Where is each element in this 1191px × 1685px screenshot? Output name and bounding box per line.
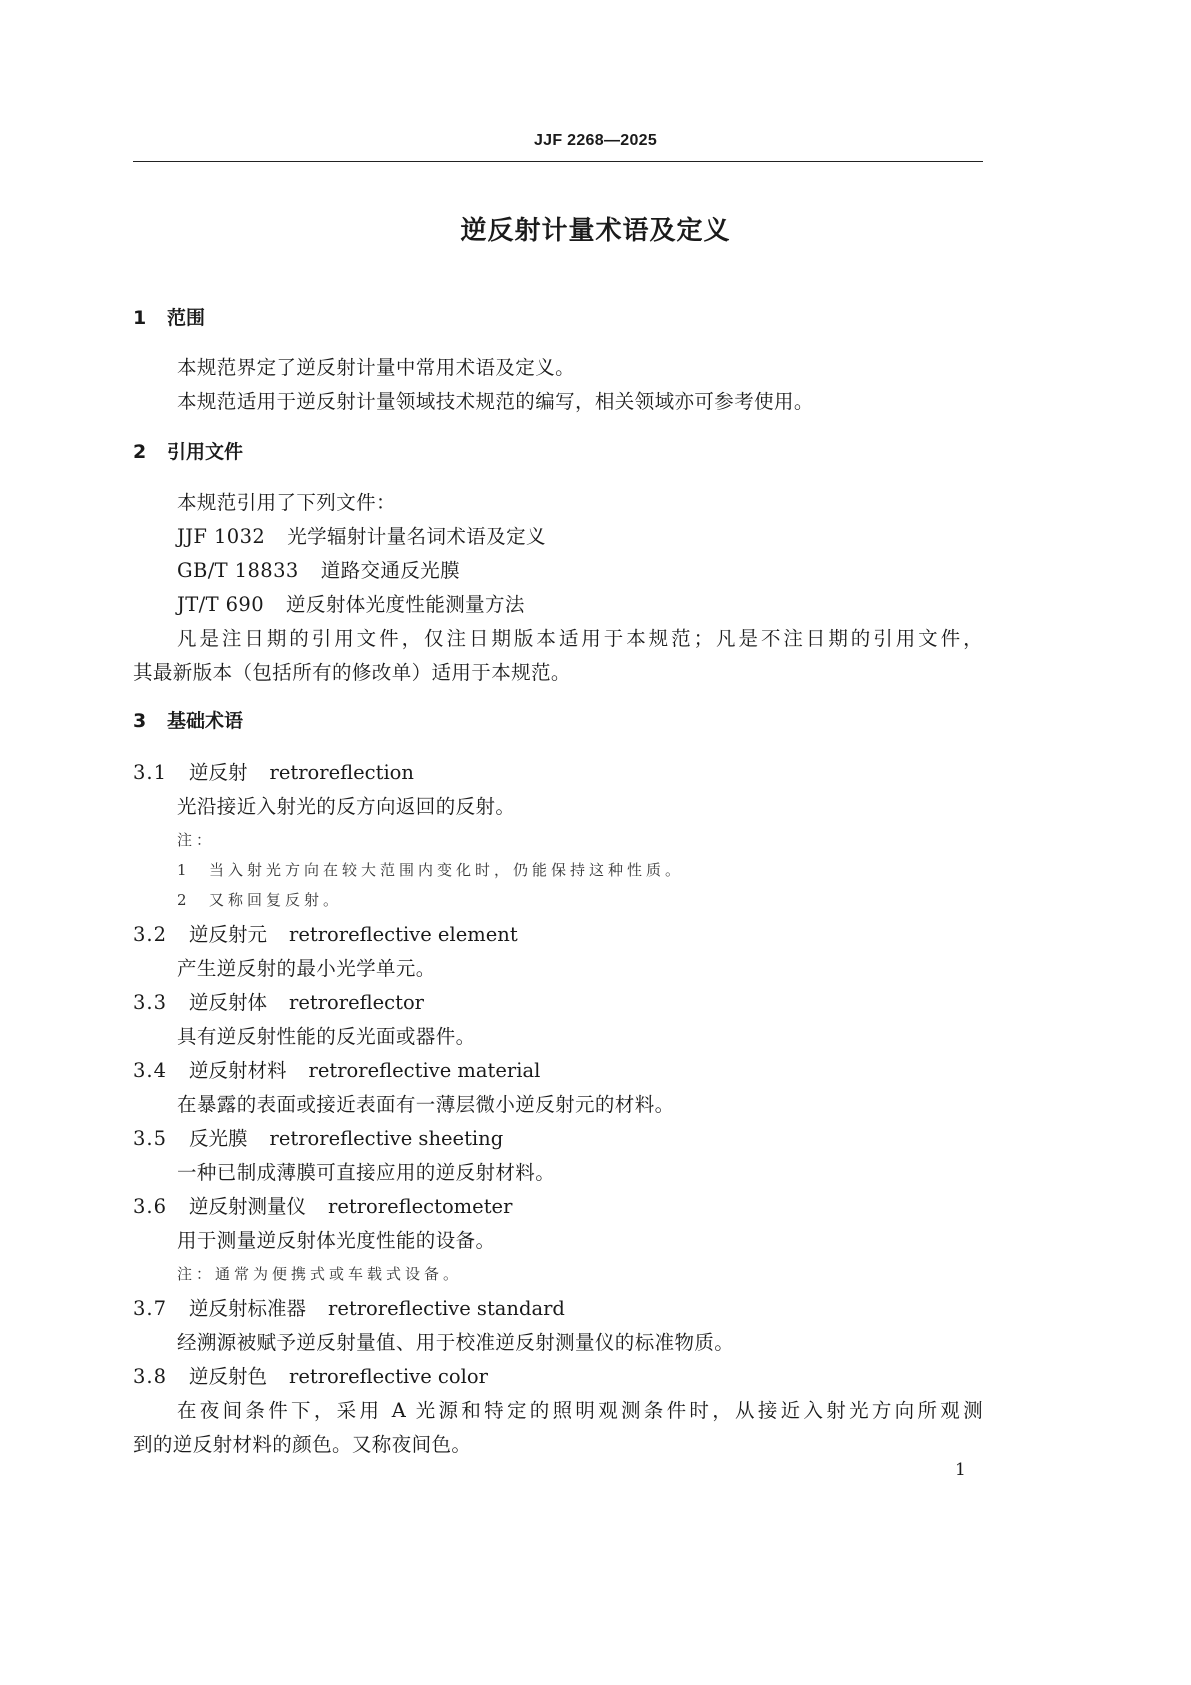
- term-english: retroreflection: [269, 761, 414, 784]
- page-number: 1: [955, 1460, 966, 1480]
- term-number: 3.2: [133, 923, 168, 946]
- term-chinese: 逆反射测量仪: [189, 1195, 307, 1218]
- term-entry-3-6: [133, 1191, 512, 1219]
- term-chinese: 逆反射体: [189, 991, 268, 1014]
- note-item: [177, 889, 342, 910]
- reference-item: [177, 521, 546, 549]
- running-header: JJF 2268—2025: [533, 132, 658, 149]
- term-number: 3.4: [133, 1059, 168, 1082]
- note-item: [177, 859, 684, 880]
- term-definition: 在夜间条件下，采用 A 光源和特定的照明观测条件时，从接近入射光方向所观测: [177, 1399, 983, 1422]
- term-entry-3-7: [133, 1293, 565, 1321]
- term-number: 3.1: [133, 761, 168, 784]
- paragraph: 其最新版本（包括所有的修改单）适用于本规范。: [133, 661, 571, 684]
- term-entry-3-4: [133, 1055, 540, 1083]
- reference-item: [177, 589, 525, 617]
- term-chinese: 逆反射标准器: [189, 1297, 307, 1320]
- note-number: 2: [177, 891, 187, 909]
- section-title: 基础术语: [167, 710, 244, 732]
- term-english: retroreflective color: [289, 1365, 488, 1388]
- note-text: 又称回复反射。: [209, 891, 343, 909]
- section-title: 引用文件: [167, 441, 244, 463]
- section-title: 范围: [167, 307, 206, 329]
- term-definition: 经溯源被赋予逆反射量值、用于校准逆反射测量仪的标准物质。: [177, 1331, 735, 1354]
- term-number: 3.7: [133, 1297, 168, 1320]
- reference-code: JT/T 690: [177, 593, 265, 616]
- paragraph: 本规范适用于逆反射计量领域技术规范的编写，相关领域亦可参考使用。: [177, 390, 814, 413]
- note-text: 当入射光方向在较大范围内变化时，仍能保持这种性质。: [209, 861, 685, 879]
- paragraph: 本规范界定了逆反射计量中常用术语及定义。: [177, 356, 576, 379]
- term-number: 3.5: [133, 1127, 168, 1150]
- term-definition: 光沿接近入射光的反方向返回的反射。: [177, 795, 516, 818]
- reference-code: JJF 1032: [177, 525, 266, 548]
- term-entry-3-8: [133, 1361, 488, 1389]
- term-english: retroreflective sheeting: [269, 1127, 504, 1150]
- term-chinese: 逆反射材料: [189, 1059, 287, 1082]
- term-number: 3.8: [133, 1365, 168, 1388]
- term-chinese: 逆反射色: [189, 1365, 268, 1388]
- term-definition: 一种已制成薄膜可直接应用的逆反射材料。: [177, 1161, 556, 1184]
- term-chinese: 逆反射元: [189, 923, 268, 946]
- term-definition: 在暴露的表面或接近表面有一薄层微小逆反射元的材料。: [177, 1093, 675, 1116]
- note-label: 注：: [177, 831, 216, 849]
- term-definition-continued: 到的逆反射材料的颜色。又称夜间色。: [133, 1433, 472, 1456]
- term-definition: 产生逆反射的最小光学单元。: [177, 957, 436, 980]
- term-chinese: 反光膜: [189, 1127, 248, 1150]
- term-number: 3.6: [133, 1195, 168, 1218]
- term-entry-3-5: [133, 1123, 503, 1151]
- term-english: retroreflectometer: [328, 1195, 513, 1218]
- reference-name: 逆反射体光度性能测量方法: [286, 593, 525, 616]
- reference-code: GB/T 18833: [177, 559, 299, 582]
- section-heading-scope: [133, 303, 205, 330]
- reference-item: [177, 555, 460, 583]
- term-entry-3-2: [133, 919, 518, 947]
- term-definition: 具有逆反射性能的反光面或器件。: [177, 1025, 476, 1048]
- section-number: 3: [133, 710, 147, 732]
- document-title: 逆反射计量术语及定义: [460, 216, 731, 246]
- term-english: retroreflector: [289, 991, 425, 1014]
- term-number: 3.3: [133, 991, 168, 1014]
- section-number: 2: [133, 441, 147, 463]
- term-english: retroreflective standard: [328, 1297, 565, 1320]
- term-entry-3-3: [133, 987, 424, 1015]
- term-english: retroreflective material: [308, 1059, 541, 1082]
- section-number: 1: [133, 307, 147, 329]
- term-chinese: 逆反射: [189, 761, 248, 784]
- paragraph: 本规范引用了下列文件：: [177, 491, 396, 514]
- reference-name: 道路交通反光膜: [320, 559, 461, 582]
- note-number: 1: [177, 861, 187, 879]
- reference-name: 光学辐射计量名词术语及定义: [287, 525, 546, 548]
- term-entry-3-1: [133, 757, 414, 785]
- section-heading-basic-terms: [133, 706, 243, 733]
- header-rule: [133, 161, 983, 162]
- note-inline: 注：通常为便携式或车载式设备。: [177, 1265, 463, 1283]
- paragraph: 凡是注日期的引用文件，仅注日期版本适用于本规范；凡是不注日期的引用文件，: [177, 627, 983, 650]
- section-heading-references: [133, 437, 243, 464]
- term-definition: 用于测量逆反射体光度性能的设备。: [177, 1229, 496, 1252]
- term-english: retroreflective element: [289, 923, 518, 946]
